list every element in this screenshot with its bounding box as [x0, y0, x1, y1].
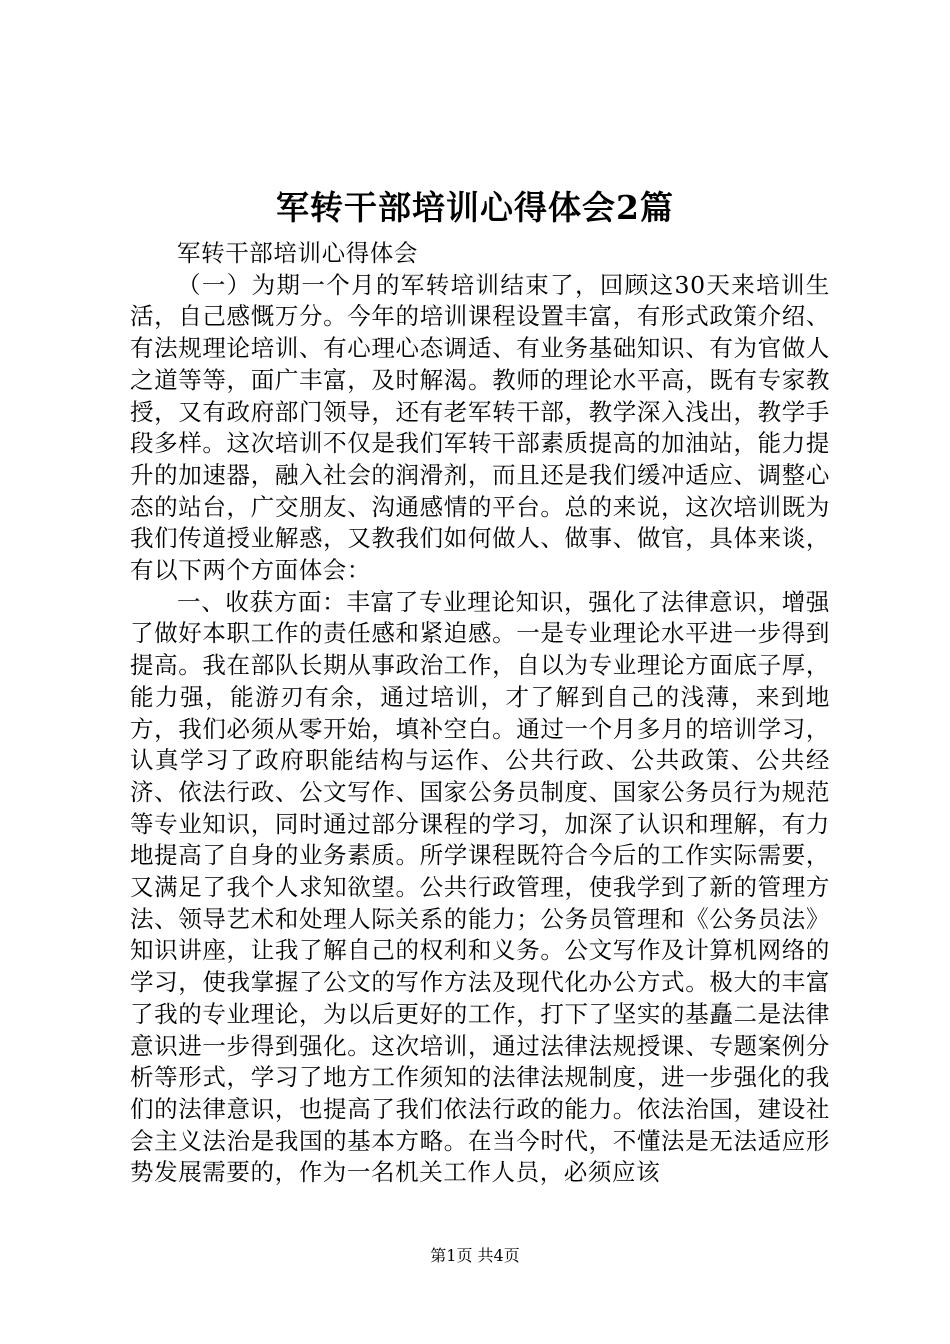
page-number-footer: 第1页 共4页	[430, 1246, 520, 1265]
body-paragraph: 一、收获方面：丰富了专业理论知识，强化了法律意识，增强了做好本职工作的责任感和紧迫感。一是专业理论水平进一步得到提高。我在部队长期从事政治工作，自以为专业理论方面底子厚，能力强，能游刃有余，通过培训，才了解到自己的浅薄，来到地方，我们必须从零开始，填补空白。通过一个月多月的培训学习，认真学习了政府职能结构与运作、公共行政、公共政策、公共经济、依法行政、公文写作、国家公务员制度、国家公务员行为规范等专业知识，同时通过部分课程的学习，加深了认识和理解，有力地提高了自身的业务素质。所学课程既符合今后的工作实际需要，又满足了我个人求知欲望。公共行政管理，使我学到了新的管理方法、领导艺术和处理人际关系的能力；公务员管理和《公务员法》知识讲座，让我了解自己的权利和义务。公文写作及计算机网络的学习，使我掌握了公文的写作方法及现代化办公方式。极大的丰富了我的专业理论，为以后更好的工作，打下了坚实的基矗二是法律意识进一步得到强化。这次培训，通过法律法规授课、专题案例分析等形式，学习了地方工作须知的法律法规制度，进一步强化的我们的法律意识，也提高了我们依法行政的能力。依法治国，建设社会主义法治是我国的基本方略。在当今时代，不懂法是无法适应形势发展需要的，作为一名机关工作人员，必须应该	[130, 587, 830, 1187]
document-title: 军转干部培训心得体会2篇	[276, 188, 674, 227]
body-paragraph: （一）为期一个月的军转培训结束了，回顾这30天来培训生活，自己感慨万分。今年的培训课程设置丰富，有形式政策介绍、有法规理论培训、有心理心态调适、有业务基础知识、有为官做人之道等等，面广丰富，及时解渴。教师的理论水平高，既有专家教授，又有政府部门领导，还有老军转干部，教学深入浅出，教学手段多样。这次培训不仅是我们军转干部素质提高的加油站，能力提升的加速器，融入社会的润滑剂，而且还是我们缓冲适应、调整心态的站台，广交朋友、沟通感情的平台。总的来说，这次培训既为我们传道授业解惑，又教我们如何做人、做事、做官，具体来谈，有以下两个方面体会：	[130, 270, 830, 585]
document-body	[130, 238, 830, 1189]
subtitle-paragraph: 军转干部培训心得体会	[177, 239, 418, 267]
